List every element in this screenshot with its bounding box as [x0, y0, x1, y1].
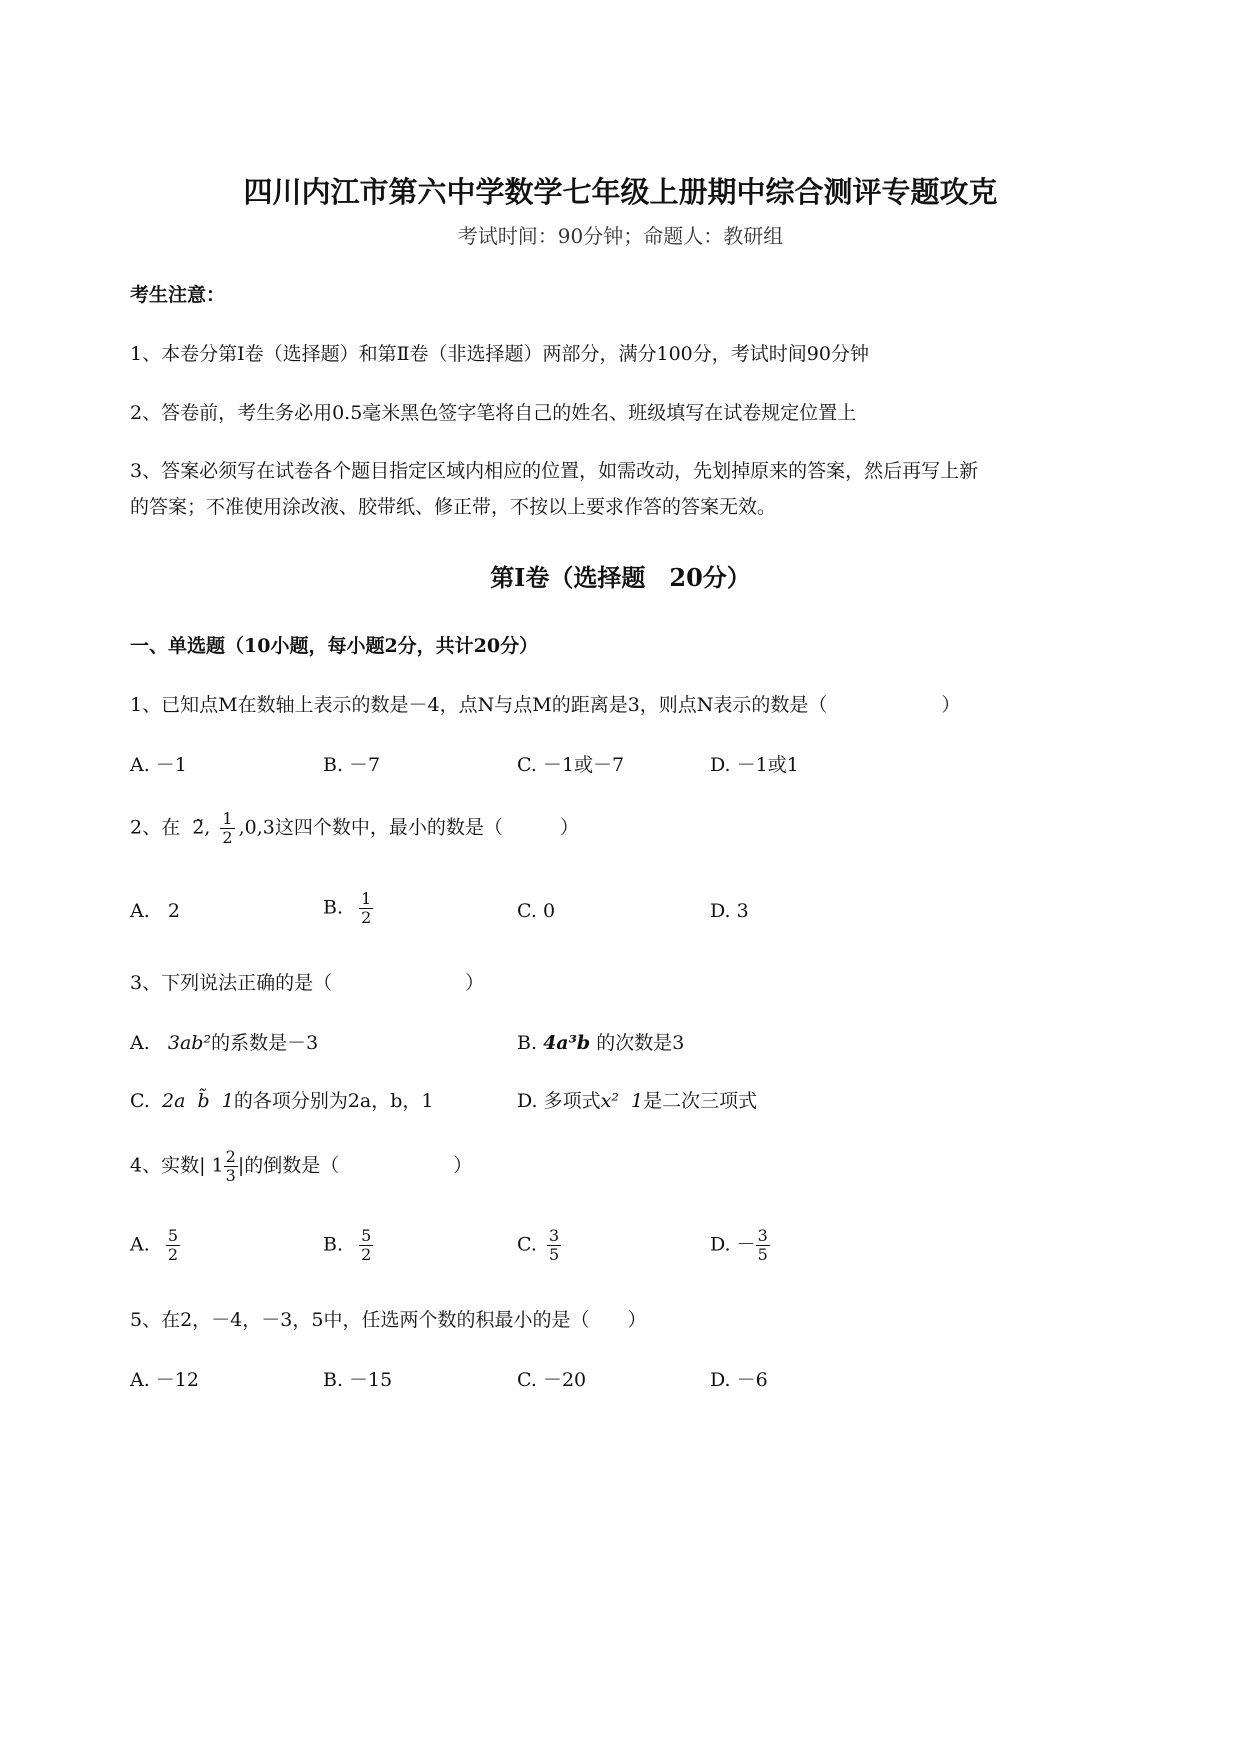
fraction — [224, 1148, 238, 1185]
option-a — [130, 900, 180, 922]
label: A. — [130, 1233, 150, 1256]
option-b — [517, 1028, 684, 1055]
numerator: 1 — [361, 889, 372, 908]
fraction — [220, 810, 234, 847]
math: 3ab² — [167, 1032, 212, 1054]
numerator: 3 — [548, 1226, 560, 1245]
question-1: 1、已知点M在数轴上表示的数是－4，点N与点M的距离是3，则点N表示的数是（ ） — [130, 694, 961, 716]
label: B. — [517, 1032, 538, 1054]
notice-item: 3、答案必须写在试卷各个题目指定区域内相应的位置，如需改动，先划掉原来的答案，然后再写上新 — [130, 460, 979, 482]
q2-text: 2、在 — [130, 816, 181, 839]
option-d: D. 3 — [710, 900, 749, 922]
text: 的各项分别为2a，b，1 — [233, 1090, 434, 1112]
fraction — [359, 890, 373, 927]
sign: － — [736, 1233, 756, 1256]
numerator: 5 — [361, 1226, 372, 1245]
denominator: 3 — [225, 1166, 236, 1185]
option-d: D. －6 — [710, 1369, 768, 1391]
section-heading: 第Ⅰ卷（选择题 20分） — [490, 563, 751, 592]
part-heading: 一、单选题（10小题，每小题2分，共计20分） — [130, 635, 539, 657]
text: 4、实数| — [130, 1154, 206, 1177]
option-c — [130, 1086, 434, 1113]
denominator: 2 — [361, 1245, 372, 1264]
label: B. — [323, 1233, 344, 1256]
notice-item: 的答案；不准使用涂改液、胶带纸、修正带，不按以上要求作答的答案无效。 — [130, 496, 777, 518]
label: B. — [323, 896, 344, 919]
fraction — [359, 1227, 373, 1264]
page-title: 四川内江市第六中学数学七年级上册期中综合测评专题攻克 — [243, 175, 998, 209]
notice-item: 1、本卷分第Ⅰ卷（选择题）和第Ⅱ卷（非选择题）两部分，满分100分，考试时间90分钟 — [130, 343, 869, 365]
text: |的倒数是（ ） — [237, 1154, 473, 1177]
denominator: 2 — [222, 828, 233, 847]
option-b: B. －15 — [323, 1369, 393, 1391]
option-d — [710, 1227, 774, 1264]
math: 2a b̃ 1 — [162, 1090, 234, 1112]
option-c: C. －1或－7 — [517, 754, 625, 776]
denominator: 5 — [548, 1245, 560, 1264]
question-2 — [130, 810, 579, 847]
option-c: C. 0 — [517, 900, 556, 922]
fraction — [547, 1227, 561, 1264]
numerator: 5 — [167, 1226, 179, 1245]
option-b: B. －7 — [323, 754, 381, 776]
denominator: 5 — [757, 1245, 768, 1264]
whole: 1 — [211, 1154, 224, 1177]
label: D. 多项式 — [517, 1090, 601, 1112]
question-4 — [130, 1148, 472, 1185]
fraction — [166, 1227, 180, 1264]
text: 的系数是－3 — [211, 1032, 319, 1054]
value: 2 — [167, 900, 180, 922]
label: D. — [710, 1233, 731, 1256]
option-d: D. －1或1 — [710, 754, 799, 776]
question-3: 3、下列说法正确的是（ ） — [130, 972, 485, 994]
math: 4a³b — [543, 1032, 591, 1054]
q2-text: ,0,3这四个数中，最小的数是（ ） — [238, 816, 579, 839]
label: C. — [130, 1090, 150, 1112]
math: x² 1 — [600, 1090, 644, 1112]
label: C. — [517, 1233, 537, 1256]
option-b — [323, 890, 377, 927]
question-5: 5、在2，－4，－3，5中，任选两个数的积最小的是（ ） — [130, 1309, 647, 1331]
option-a: A. －1 — [130, 754, 187, 776]
option-d — [517, 1086, 757, 1113]
q2-math: 2̃, — [192, 816, 211, 839]
label: A. — [130, 1032, 150, 1054]
text: 的次数是3 — [596, 1032, 685, 1054]
fraction — [756, 1227, 770, 1264]
option-a — [130, 1227, 184, 1264]
numerator: 2 — [225, 1147, 236, 1166]
numerator: 1 — [222, 809, 233, 828]
denominator: 2 — [361, 908, 372, 927]
subtitle: 考试时间：90分钟；命题人：教研组 — [457, 224, 784, 248]
numerator: 3 — [757, 1226, 768, 1245]
option-c: C. －20 — [517, 1369, 587, 1391]
label: A. — [130, 900, 150, 922]
notice-item: 2、答卷前，考生务必用0.5毫米黑色签字笔将自己的姓名、班级填写在试卷规定位置上 — [130, 402, 857, 424]
option-c — [517, 1227, 565, 1264]
option-a — [130, 1028, 318, 1055]
denominator: 2 — [167, 1245, 179, 1264]
option-b — [323, 1227, 377, 1264]
notice-heading: 考生注意： — [130, 284, 226, 306]
text: 是二次三项式 — [643, 1090, 758, 1112]
option-a: A. －12 — [130, 1369, 199, 1391]
